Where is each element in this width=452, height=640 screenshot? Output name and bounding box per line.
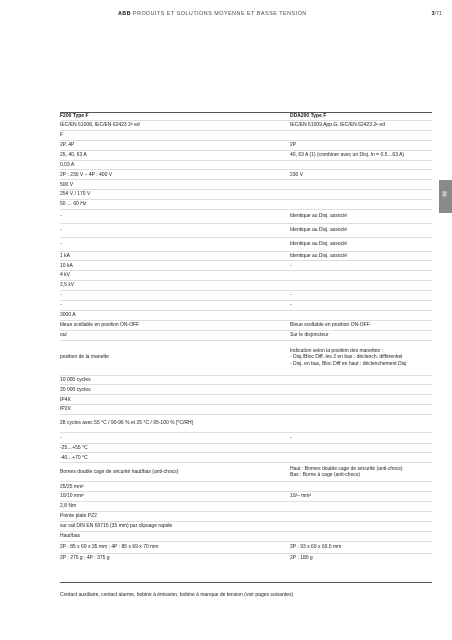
table-row <box>60 140 432 150</box>
table-row <box>60 462 432 481</box>
cell-f200: 2P : 230 V – 4P : 400 V <box>60 171 113 178</box>
cell-f200: 20 000 cycles <box>60 386 91 393</box>
section-tab <box>439 180 452 213</box>
cell-f200: - <box>60 241 62 248</box>
cell-f200: - <box>60 227 62 234</box>
cell-dda200: Indication selon la position des manettes : - Disj./Bloc Diff. les 2 en bas : déclench. différentiel - Disj. en bas, Bloc Diff en haut : déclenchement Disj <box>290 347 407 367</box>
cell-f200: - <box>60 302 62 309</box>
table-row <box>60 251 432 261</box>
page-total: /71 <box>434 11 442 17</box>
cell-f200: 2P : 85 x 69 x 35 mm ; 4P : 85 x 69 x 70 mm <box>60 543 159 550</box>
table-row <box>60 223 432 238</box>
table-row <box>60 394 432 404</box>
cell-f200: 254 V / 170 V <box>60 191 91 198</box>
cell-f200: 500 V <box>60 181 74 188</box>
col2-title: DDA200 Type F <box>290 113 327 119</box>
cell-dda200: Identique au Disj. associé <box>290 241 347 248</box>
cell-dda200: Identique au Disj. associé <box>290 227 347 234</box>
cell-dda200: Identique au Disj. associé <box>290 252 347 259</box>
cell-dda200: Sur le disjoncteur <box>290 331 329 338</box>
cell-f200: Pointe plate PZ2 <box>60 513 97 520</box>
cell-dda200: 2P : 180 g <box>290 554 313 561</box>
table-row <box>60 553 432 563</box>
footer-note: Contact auxiliaire, contact alarme, bobine à émission, bobine à manque de tension (voir pages suivantes) <box>60 592 294 598</box>
cell-f200: IP4X <box>60 396 71 403</box>
cell-f200: 2,8 Nm <box>60 503 77 510</box>
cell-dda200: Bleue scellable en position ON-OFF <box>290 321 370 328</box>
table-row <box>60 330 432 340</box>
cell-f200: Bornes double cage de sécurité haut/bas (anti-chocs) <box>60 469 179 476</box>
cell-f200: 1 kA <box>60 252 71 259</box>
cell-f200: position de la manette <box>60 354 109 361</box>
spec-table <box>60 112 432 563</box>
cell-f200: bleue scellable en position ON-OFF <box>60 321 140 328</box>
table-row <box>60 120 432 130</box>
cell-f200: 25/25 mm² <box>60 483 84 490</box>
table-row <box>60 340 432 375</box>
table-row <box>60 404 432 414</box>
cell-f200: - <box>60 213 62 220</box>
cell-dda200: Haut : Bornes double cage de sécurité (anti-chocs) Bas : Borne à cage (anti-chocs) <box>290 465 403 479</box>
cell-dda200: 2P <box>290 141 297 148</box>
table-row <box>60 443 432 453</box>
table-body <box>60 120 432 563</box>
cell-f200: F <box>60 132 64 139</box>
table-row <box>60 150 432 160</box>
table-row <box>60 160 432 170</box>
cell-f200: 0,03 A <box>60 161 75 168</box>
cell-f200: 25, 40, 63 A <box>60 151 87 158</box>
cell-f200: oui <box>60 331 67 338</box>
table-row <box>60 260 432 270</box>
table-row <box>60 320 432 330</box>
table-row <box>60 199 432 209</box>
table-row <box>60 300 432 310</box>
cell-f200: -40…+70 °C <box>60 454 88 461</box>
brand-logo: ABB <box>118 11 131 17</box>
cell-dda200: 40, 63 A (1) (combiner avec un Disj. In = 0.5…63 A) <box>290 151 405 158</box>
cell-dda200: 10/– mm² <box>290 493 312 500</box>
cell-f200: 50 … 60 Hz <box>60 201 87 208</box>
cell-dda200: 2P : 93 x 69 x 69.5 mm <box>290 543 342 550</box>
table-row <box>60 541 432 553</box>
cell-f200: 10 000 cycles <box>60 376 91 383</box>
table-header <box>60 112 432 120</box>
table-row <box>60 189 432 199</box>
table-bottom-rule <box>60 582 432 583</box>
cell-f200: 3000 A <box>60 312 76 319</box>
table-row <box>60 375 432 385</box>
page-number <box>432 11 443 17</box>
table-row <box>60 531 432 541</box>
table-row <box>60 310 432 320</box>
cell-f200: 10 kA <box>60 262 73 269</box>
table-row <box>60 270 432 280</box>
cell-f200: 2,5 kV <box>60 282 75 289</box>
page-header <box>0 0 452 30</box>
table-row <box>60 209 432 223</box>
table-row <box>60 290 432 300</box>
cell-dda200: Identique au Disj. associé <box>290 213 347 220</box>
table-row <box>60 452 432 462</box>
cell-f200: IEC/EN 61008, IEC/EN 62423 2ᵉ ed <box>60 122 140 129</box>
table-row <box>60 280 432 290</box>
table-row <box>60 491 432 501</box>
cell-f200: -25…+55 °C <box>60 444 88 451</box>
section-tab-label: 03 <box>442 191 449 197</box>
cell-f200: 2P, 4P <box>60 141 75 148</box>
cell-f200: - <box>60 292 62 299</box>
table-row <box>60 481 432 491</box>
cell-f200: 10/10 mm² <box>60 493 84 500</box>
table-row <box>60 169 432 179</box>
header-title: PRODUITS ET SOLUTIONS MOYENNE ET BASSE TENSION <box>133 11 307 17</box>
cell-f200: sur rail DIN EN 60715 (35 mm) par clipsage rapide <box>60 523 173 530</box>
table-row <box>60 501 432 511</box>
table-row <box>60 237 432 251</box>
cell-dda200: - <box>290 302 292 309</box>
col1-title: F200 Type F <box>60 113 89 119</box>
cell-f200: - <box>60 434 62 441</box>
table-row <box>60 432 432 443</box>
cell-f200: 28 cycles avec 55 °C / 90-96 % et 25 °C / 95-100 % [°C/RH] <box>60 420 194 427</box>
table-row <box>60 414 432 432</box>
table-row <box>60 179 432 189</box>
cell-dda200: 230 V <box>290 171 304 178</box>
cell-dda200: IEC/EN 61009 App.G, IEC/EN 62423 2ᵉ ed <box>290 122 385 129</box>
cell-f200: 4 kV <box>60 272 71 279</box>
table-row <box>60 511 432 521</box>
cell-f200: IP2X <box>60 406 71 413</box>
cell-dda200: - <box>290 434 292 441</box>
cell-f200: 2P : 275 g ; 4P : 375 g <box>60 554 110 561</box>
table-row <box>60 384 432 394</box>
cell-dda200: - <box>290 292 292 299</box>
cell-dda200: - <box>290 262 292 269</box>
page-current: 3 <box>431 11 435 17</box>
table-row <box>60 130 432 140</box>
cell-f200: Haut/bas <box>60 533 81 540</box>
table-row <box>60 521 432 531</box>
